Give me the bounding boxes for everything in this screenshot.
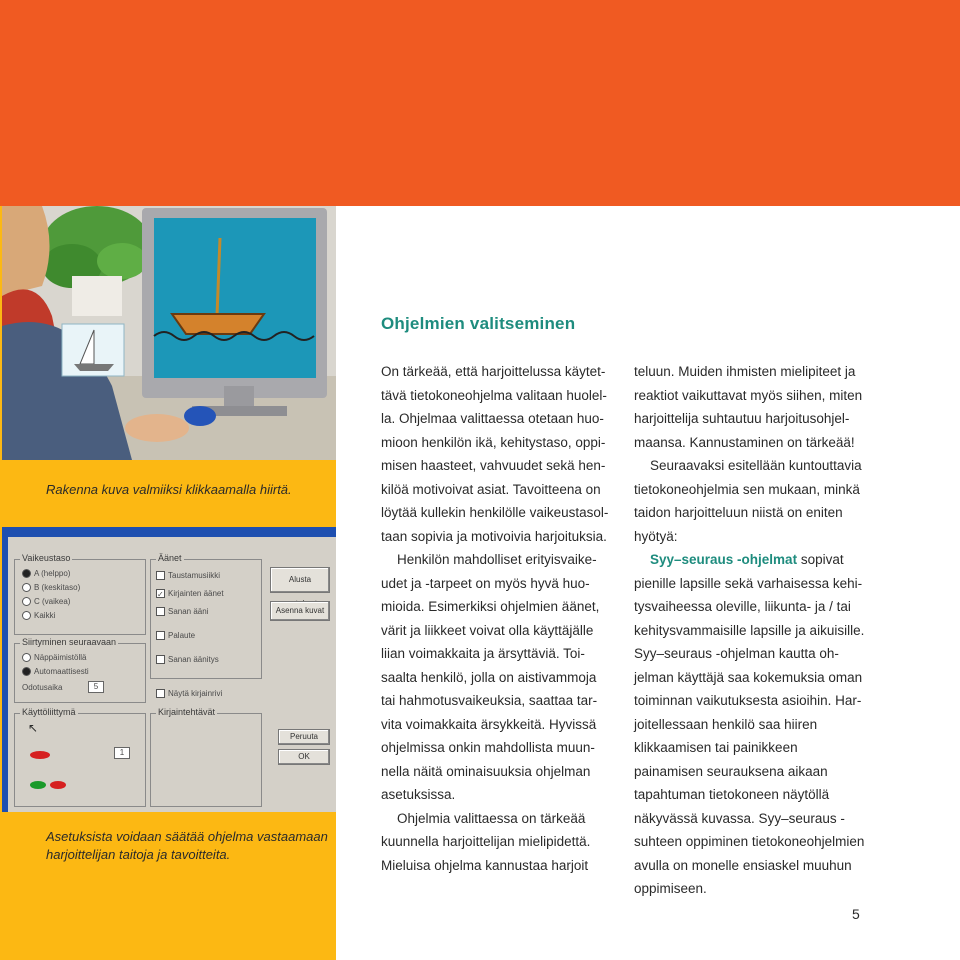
level-b-radio[interactable]: B (keskitaso) bbox=[22, 583, 80, 592]
sound-5-checkbox[interactable]: Sanan äänitys bbox=[156, 655, 219, 664]
red-button-icon bbox=[30, 751, 50, 759]
highlight-term: Syy–seuraus -ohjelmat bbox=[650, 552, 798, 567]
red-button-icon-2 bbox=[50, 781, 66, 789]
level-c-radio[interactable]: C (vaikea) bbox=[22, 597, 70, 606]
col1-paragraph-1: On tärkeää, että harjoittelussa käytettävä tietokoneohjelma valitaan huolella. Ohjelmaa valittaessa otetaan huomioon henkilön ikä, kehitystaso, oppimisen haasteet, vahvuudet sekä henkilöä motivoivat asiat. Tavoitteena on löytää kullekin henkilölle vaikeustasoltaan sopivia ja motivoivia harjoituksia. bbox=[381, 364, 609, 544]
col2-paragraph-2: Seuraavaksi esitellään kuntouttavia tietokoneohjelmia sen mukaan, minkä taidon harjoitteluun niistä on eniten hyötyä: bbox=[634, 458, 862, 544]
reset-settings-button[interactable]: Alusta bbox=[270, 567, 330, 593]
level-a-radio[interactable]: A (helppo) bbox=[22, 569, 70, 578]
sound-4-checkbox[interactable]: Palaute bbox=[156, 631, 195, 640]
sounds-group-title: Äänet bbox=[158, 553, 182, 563]
letters-group bbox=[150, 713, 262, 807]
text-column-1 bbox=[381, 360, 613, 877]
next-auto-radio[interactable]: Automaattisesti bbox=[22, 667, 89, 676]
delay-input[interactable]: 5 bbox=[88, 681, 104, 693]
counter-input[interactable]: 1 bbox=[114, 747, 130, 759]
photo-child-at-computer bbox=[2, 206, 336, 460]
photo-illustration bbox=[2, 206, 336, 460]
cursor-icon: ↖ bbox=[28, 721, 39, 735]
settings-window bbox=[8, 537, 336, 812]
col1-paragraph-2: Henkilön mahdolliset erityisvaikeudet ja -tarpeet on myös hyvä huomioida. Esimerkiksi ohjelmien äänet, värit ja liikkeet voivat olla käyttäjälle liian voimakkaita ja ärsyttäviä. Toisaalta henkilö, jolla on aistivammoja tai hahmotusvaikeuksia, saattaa tarvita voimakkaita ärsykkeitä. Hyvissä ohjelmissa onkin mahdollista muunnella näitä ominaisuuksia ohjelman asetuksissa. bbox=[381, 552, 600, 802]
text-column-2 bbox=[634, 360, 866, 901]
install-pictures-button[interactable]: Asenna kuvat bbox=[270, 601, 330, 621]
ok-button[interactable]: OK bbox=[278, 749, 330, 765]
photo-caption: Rakenna kuva valmiiksi klikkaamalla hiirtä. bbox=[46, 482, 292, 497]
col2-paragraph-3-text: sopivat pienille lapsille sekä varhaisessa kehitysvaiheessa oleville, liikunta- ja / tai kehitysvammaisille lapsille ja aikuisille. Syy–seuraus -ohjelman kautta ohjelman käyttäjä saa kokemuksia oman toiminnan vaikutuksesta asioihin. Harjoitellessaan henkilö saa hiiren klikkaamisen tai painikkeen painamisen seurauksena aikaan tapahtuman tietokoneen näytöllä näkyvässä kuvassa. Syy–seuraus -suhteen oppiminen tietokoneohjelmien avulla on monelle ensiaskel muuhun oppimiseen. bbox=[634, 552, 865, 896]
col2-paragraph-1: teluun. Muiden ihmisten mielipiteet ja reaktiot vaikuttavat myös siihen, miten harjoittelija suhtautuu harjoitusohjelmaansa. Kannustaminen on tärkeää! bbox=[634, 364, 863, 450]
col2-paragraph-3 bbox=[634, 548, 866, 901]
sound-3-checkbox[interactable]: Sanan ääni bbox=[156, 607, 208, 616]
green-button-icon bbox=[30, 781, 46, 789]
cancel-button[interactable]: Peruuta bbox=[278, 729, 330, 745]
letters-group-title: Kirjaintehtävät bbox=[158, 707, 216, 717]
orange-header-band bbox=[0, 0, 960, 206]
sound-2-checkbox[interactable]: ✓ Kirjainten äänet bbox=[157, 589, 224, 600]
letters-option-checkbox[interactable]: Näytä kirjainrivi bbox=[156, 689, 222, 698]
settings-caption: Asetuksista voidaan säätää ohjelma vastaamaan harjoittelijan taitoja ja tavoitteita. bbox=[46, 829, 328, 862]
difficulty-group-title: Vaikeustaso bbox=[22, 553, 71, 563]
settings-screenshot bbox=[2, 527, 336, 812]
level-all-radio[interactable]: Kaikki bbox=[22, 611, 55, 620]
page-number: 5 bbox=[852, 906, 860, 922]
next-manual-radio[interactable]: Näppäimistöllä bbox=[22, 653, 86, 662]
sound-1-checkbox[interactable]: Taustamusiikki bbox=[156, 571, 220, 580]
delay-label: Odotusaika bbox=[22, 683, 63, 692]
section-heading: Ohjelmien valitseminen bbox=[381, 314, 576, 333]
mouse-group-title: Käyttöliittymä bbox=[22, 707, 76, 717]
next-group-title: Siirtyminen seuraavaan bbox=[22, 637, 117, 647]
col1-paragraph-3: Ohjelmia valittaessa on tärkeää kuunnella harjoittelijan mielipidettä. Mieluisa ohjelma kannustaa harjoit bbox=[381, 810, 591, 873]
